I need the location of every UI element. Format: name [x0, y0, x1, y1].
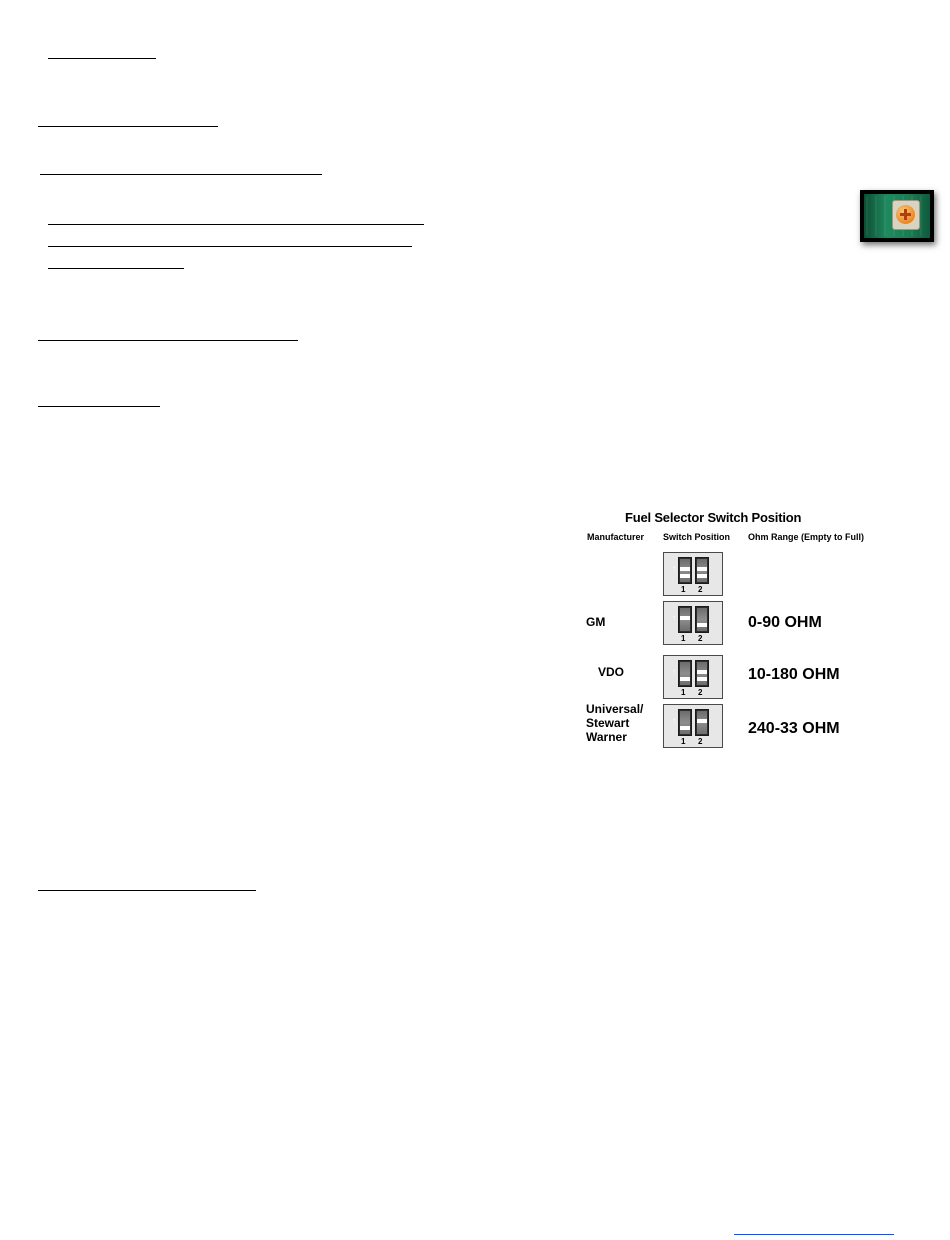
dip-switch-row-4 — [663, 704, 723, 748]
footer-link[interactable] — [734, 1234, 894, 1235]
fuel-selector-table — [582, 510, 882, 755]
manufacturer-gm: GM — [586, 615, 606, 629]
ohm-range-gm: 0-90 OHM — [748, 614, 822, 631]
arrow-up-icon: ↑ — [672, 613, 676, 622]
header-ohm-range: Ohm Range (Empty to Full) — [748, 532, 864, 542]
ohm-range-vdo: 10-180 OHM — [748, 666, 840, 683]
arrow-up-icon: ↑ — [672, 716, 676, 725]
ohm-range-universal: 240-33 OHM — [748, 720, 840, 737]
dip-switch-row-1 — [663, 552, 723, 596]
header-manufacturer: Manufacturer — [587, 532, 645, 542]
switch-label-1: 1 — [681, 634, 686, 643]
switch-label-2: 2 — [698, 688, 703, 697]
arrow-up-icon: ↑ — [672, 564, 676, 573]
heading-underline-8 — [38, 406, 160, 407]
dip-switch-row-2 — [663, 601, 723, 645]
switch-label-1: 1 — [681, 688, 686, 697]
switch-label-2: 2 — [698, 585, 703, 594]
heading-underline-6 — [48, 268, 184, 269]
switch-label-1: 1 — [681, 585, 686, 594]
fuel-table-title: Fuel Selector Switch Position — [625, 510, 802, 525]
heading-underline-1 — [48, 58, 156, 59]
heading-underline-2 — [38, 126, 218, 127]
arrow-up-icon: ↑ — [672, 667, 676, 676]
potentiometer-photo — [860, 190, 934, 242]
heading-underline-4 — [48, 224, 424, 225]
heading-underline-7 — [38, 340, 298, 341]
heading-underline-9 — [38, 890, 256, 891]
header-switch-position: Switch Position — [663, 532, 731, 542]
adjust-knob-icon — [896, 205, 915, 224]
heading-underline-3 — [40, 174, 322, 175]
manufacturer-universal-stewart-warner: Universal/ Stewart Warner — [586, 702, 644, 744]
dip-switch-row-3 — [663, 655, 723, 699]
trim-potentiometer — [892, 200, 920, 230]
switch-label-1: 1 — [681, 737, 686, 746]
heading-underline-5 — [48, 246, 412, 247]
circuit-board — [864, 194, 930, 238]
manufacturer-vdo: VDO — [598, 665, 625, 679]
switch-label-2: 2 — [698, 737, 703, 746]
switch-label-2: 2 — [698, 634, 703, 643]
